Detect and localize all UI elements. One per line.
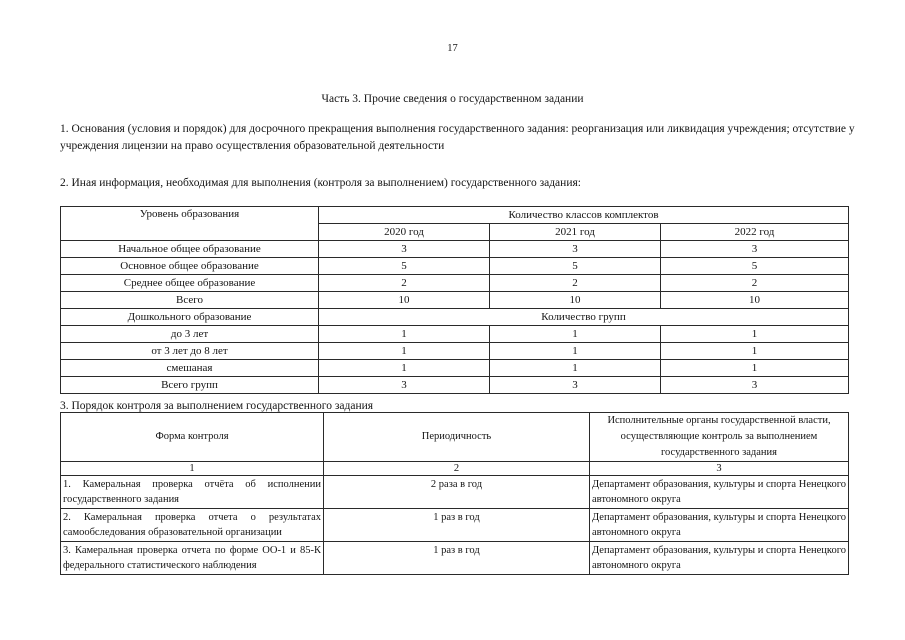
cell-value: 1 bbox=[319, 360, 490, 377]
table-row bbox=[61, 258, 849, 275]
table-row bbox=[61, 377, 849, 394]
authority: Департамент образования, культуры и спорта Ненецкого автономного округа bbox=[590, 509, 849, 542]
table-row bbox=[61, 241, 849, 258]
cell-value: 1 bbox=[490, 326, 661, 343]
row-label: смешаная bbox=[61, 360, 319, 377]
paragraph-other-info: 2. Иная информация, необходимая для выполнения (контроля за выполнением) государственного задания: bbox=[60, 177, 581, 189]
cell-value: 3 bbox=[661, 241, 849, 258]
part-title: Часть 3. Прочие сведения о государственном задании bbox=[321, 93, 584, 105]
table-row bbox=[61, 275, 849, 292]
cell-value: 5 bbox=[661, 258, 849, 275]
cell-value: 5 bbox=[490, 258, 661, 275]
table-row bbox=[61, 326, 849, 343]
header-periodicity: Периодичность bbox=[324, 413, 590, 462]
cell-value: 3 bbox=[490, 377, 661, 394]
cell-value: 2 bbox=[661, 275, 849, 292]
cell-value: 1 bbox=[490, 360, 661, 377]
authority: Департамент образования, культуры и спорта Ненецкого автономного округа bbox=[590, 542, 849, 575]
cell-value: 5 bbox=[319, 258, 490, 275]
row-label: Начальное общее образование bbox=[61, 241, 319, 258]
cell-value: 10 bbox=[319, 292, 490, 309]
classes-groups-table bbox=[60, 206, 849, 394]
header-classes-count: Количество классов комплектов bbox=[319, 207, 849, 224]
periodicity: 1 раз в год bbox=[324, 509, 590, 542]
control-form: 3. Камеральная проверка отчета по форме ОО-1 и 85-К федерального статистического наблюдения bbox=[61, 542, 324, 575]
cell-value: 2 bbox=[490, 275, 661, 292]
cell-value: 3 bbox=[319, 241, 490, 258]
cell-value: 1 bbox=[661, 326, 849, 343]
page-number: 17 bbox=[447, 43, 458, 54]
cell-value: 3 bbox=[661, 377, 849, 394]
table-row bbox=[61, 343, 849, 360]
control-table bbox=[60, 412, 849, 575]
header-level: Уровень образования bbox=[61, 207, 319, 241]
table-row bbox=[61, 360, 849, 377]
table-row bbox=[61, 509, 849, 542]
cell-value: 1 bbox=[661, 343, 849, 360]
column-number: 2 bbox=[324, 462, 590, 476]
cell-value: 3 bbox=[319, 377, 490, 394]
table-row bbox=[61, 292, 849, 309]
groups-count-header: Количество групп bbox=[319, 309, 849, 326]
table-row bbox=[61, 476, 849, 509]
preschool-label: Дошкольного образование bbox=[61, 309, 319, 326]
cell-value: 1 bbox=[490, 343, 661, 360]
column-number: 1 bbox=[61, 462, 324, 476]
row-label: Всего групп bbox=[61, 377, 319, 394]
cell-value: 1 bbox=[661, 360, 849, 377]
row-label: Всего bbox=[61, 292, 319, 309]
control-form: 1. Камеральная проверка отчёта об исполнении государственного задания bbox=[61, 476, 324, 509]
header-authorities: Исполнительные органы государственной власти, осуществляющие контроль за выполнением государственного задания bbox=[590, 413, 849, 462]
row-label: от 3 лет до 8 лет bbox=[61, 343, 319, 360]
row-label: Основное общее образование bbox=[61, 258, 319, 275]
header-year: 2022 год bbox=[661, 224, 849, 241]
header-control-form: Форма контроля bbox=[61, 413, 324, 462]
row-label: до 3 лет bbox=[61, 326, 319, 343]
cell-value: 10 bbox=[490, 292, 661, 309]
periodicity: 1 раз в год bbox=[324, 542, 590, 575]
paragraph-termination-grounds: 1. Основания (условия и порядок) для досрочного прекращения выполнения государственного задания: реорганизация или ликвидация учреждения; отсутствие у учреждения лицензии на право осуществления образовательной деятельности bbox=[60, 123, 855, 152]
cell-value: 1 bbox=[319, 326, 490, 343]
cell-value: 1 bbox=[319, 343, 490, 360]
cell-value: 3 bbox=[490, 241, 661, 258]
header-year: 2021 год bbox=[490, 224, 661, 241]
column-number: 3 bbox=[590, 462, 849, 476]
authority: Департамент образования, культуры и спорта Ненецкого автономного округа bbox=[590, 476, 849, 509]
table-row bbox=[61, 542, 849, 575]
header-year: 2020 год bbox=[319, 224, 490, 241]
row-label: Среднее общее образование bbox=[61, 275, 319, 292]
paragraph-control-order: 3. Порядок контроля за выполнением государственного задания bbox=[60, 400, 374, 412]
periodicity: 2 раза в год bbox=[324, 476, 590, 509]
cell-value: 10 bbox=[661, 292, 849, 309]
control-form: 2. Камеральная проверка отчета о результатах самообследования образовательной организации bbox=[61, 509, 324, 542]
cell-value: 2 bbox=[319, 275, 490, 292]
